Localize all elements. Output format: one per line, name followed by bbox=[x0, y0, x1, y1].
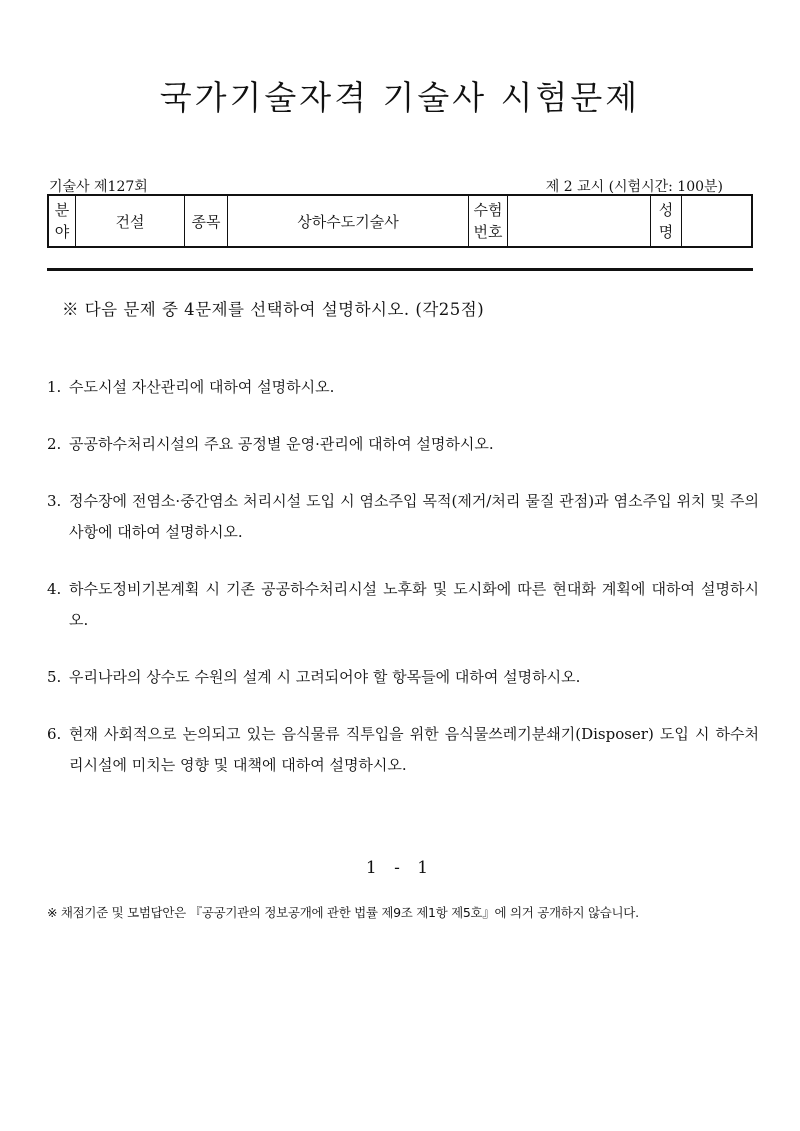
exam-number-label-cell bbox=[469, 195, 508, 247]
name-label-line1: 성 bbox=[658, 201, 674, 219]
question-text: 현재 사회적으로 논의되고 있는 음식물류 직투입을 위한 음식물쓰레기분쇄기(Disposer) 도입 시 하수처리시설에 미치는 영향 및 대책에 대하여 설명하시오. bbox=[69, 725, 759, 774]
question-text: 수도시설 자산관리에 대하여 설명하시오. bbox=[69, 378, 335, 396]
question-text: 공공하수처리시설의 주요 공정별 운영·관리에 대하여 설명하시오. bbox=[69, 435, 494, 453]
field-label-line1: 분 bbox=[54, 201, 70, 219]
question-number: 4. bbox=[47, 580, 62, 598]
question-item bbox=[47, 719, 759, 781]
exam-meta bbox=[47, 176, 753, 194]
question-text: 하수도정비기본계획 시 기존 공공하수처리시설 노후화 및 도시화에 따른 현대화 계획에 대하여 설명하시오. bbox=[69, 580, 759, 629]
name-label-line2: 명 bbox=[658, 223, 674, 241]
exam-title: 국가기술자격 기술사 시험문제 bbox=[159, 78, 641, 117]
question-number: 2. bbox=[47, 435, 62, 453]
footnote: ※ 채점기준 및 모범답안은 『공공기관의 정보공개에 관한 법률 제9조 제1항 제5호』에 의거 공개하지 않습니다. bbox=[47, 905, 639, 920]
exam-info-table bbox=[47, 194, 753, 248]
exam-round: 기술사 제127회 bbox=[49, 179, 148, 195]
question-item bbox=[47, 662, 759, 693]
instruction: ※ 다음 문제 중 4문제를 선택하여 설명하시오. (각25점) bbox=[62, 300, 485, 319]
question-item bbox=[47, 372, 759, 403]
field-value-cell: 건설 bbox=[76, 195, 185, 247]
question-number: 3. bbox=[47, 492, 62, 510]
exam-session: 제 2 교시 (시험시간: 100분) bbox=[545, 179, 723, 195]
page-number: 1 - 1 bbox=[365, 858, 435, 878]
exam-number-field[interactable] bbox=[508, 195, 651, 247]
question-item bbox=[47, 486, 759, 548]
question-number: 5. bbox=[47, 668, 62, 686]
header-divider bbox=[47, 268, 753, 271]
item-label-cell: 종목 bbox=[185, 195, 228, 247]
question-text: 우리나라의 상수도 수원의 설계 시 고려되어야 할 항목들에 대하여 설명하시오. bbox=[69, 668, 581, 686]
question-number: 1. bbox=[47, 378, 62, 396]
exam-number-label-line1: 수험 bbox=[473, 201, 503, 219]
question-list bbox=[47, 372, 759, 807]
field-label-cell bbox=[48, 195, 76, 247]
item-value-cell: 상하수도기술사 bbox=[228, 195, 469, 247]
name-field[interactable] bbox=[682, 195, 753, 247]
question-item bbox=[47, 429, 759, 460]
field-label-line2: 야 bbox=[54, 223, 70, 241]
question-number: 6. bbox=[47, 725, 62, 743]
question-text: 정수장에 전염소·중간염소 처리시설 도입 시 염소주입 목적(제거/처리 물질 관점)과 염소주입 위치 및 주의사항에 대하여 설명하시오. bbox=[69, 492, 759, 541]
name-label-cell bbox=[651, 195, 682, 247]
exam-number-label-line2: 번호 bbox=[473, 223, 503, 241]
question-item bbox=[47, 574, 759, 636]
